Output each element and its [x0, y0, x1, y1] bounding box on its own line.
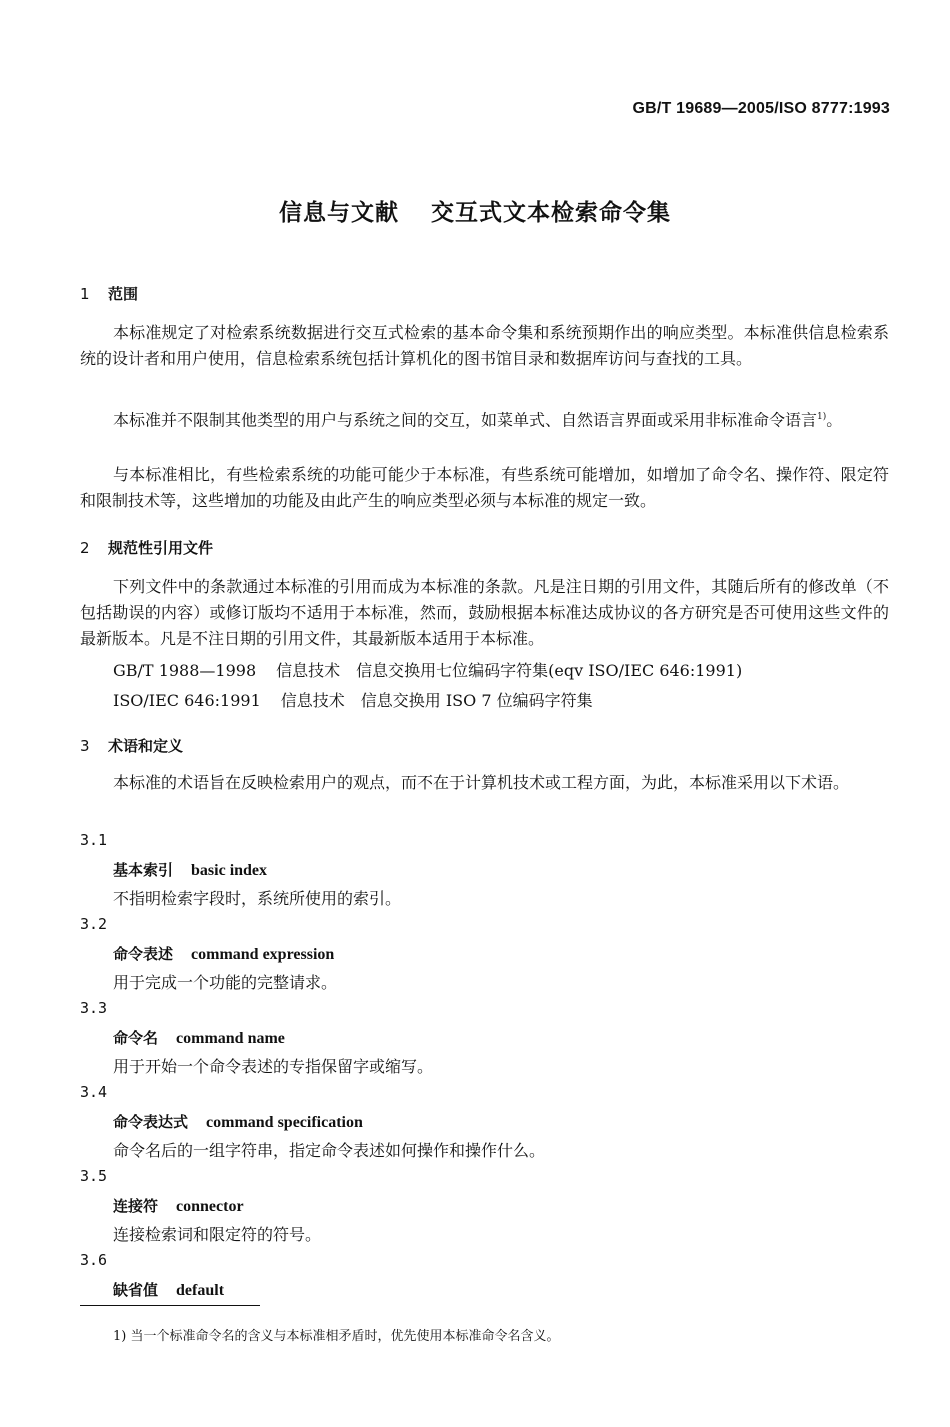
section-1-paragraph-1: 本标准规定了对检索系统数据进行交互式检索的基本命令集和系统预期作出的响应类型。本标准供信息检索系统的设计者和用户使用，信息检索系统包括计算机化的图书馆目录和数据库访问与查找的工具。: [80, 323, 889, 368]
title-part-1: 信息与文献: [279, 200, 399, 226]
term-definition: 用于完成一个功能的完整请求。: [113, 973, 338, 992]
term-name: [113, 859, 267, 880]
term-zh: 命令表达式: [113, 1113, 189, 1131]
reference-item: [113, 658, 742, 681]
section-title: 范围: [108, 285, 139, 303]
term-definition: 命令名后的一组字符串，指定命令表述如何操作和操作什么。: [113, 1141, 546, 1160]
section-2-heading: [80, 537, 213, 558]
term-zh: 命令名: [113, 1029, 159, 1047]
term-number: 3.6: [80, 1251, 108, 1269]
term-definition: 用于开始一个命令表述的专指保留字或缩写。: [113, 1057, 434, 1076]
term-number: 3.5: [80, 1167, 108, 1185]
reference-title: 信息技术 信息交换用 ISO 7 位编码字符集: [280, 691, 593, 710]
term-zh: 基本索引: [113, 861, 174, 879]
footnote-divider: [80, 1305, 260, 1306]
term-zh: 命令表述: [113, 945, 174, 963]
reference-code: ISO/IEC 646:1991: [113, 691, 261, 710]
footnote-mark: 1): [817, 412, 827, 422]
term-en: command specification: [206, 1114, 363, 1131]
title-part-2: 交互式文本检索命令集: [431, 200, 671, 226]
reference-title: 信息技术 信息交换用七位编码字符集(eqv ISO/IEC 646:1991): [276, 661, 743, 680]
term-number: 3.1: [80, 831, 108, 849]
term-number: 3.4: [80, 1083, 108, 1101]
term-zh: 缺省值: [113, 1281, 159, 1299]
term-en: connector: [176, 1198, 244, 1215]
section-number: 3: [80, 737, 90, 755]
section-number: 2: [80, 539, 90, 557]
standard-code: GB/T 19689—2005/ISO 8777:1993: [632, 100, 890, 117]
term-name: [113, 1027, 285, 1048]
paragraph-end: 。: [826, 410, 843, 430]
term-name: [113, 1279, 224, 1300]
section-title: 规范性引用文件: [108, 539, 214, 557]
term-number: 3.2: [80, 915, 108, 933]
term-definition: 连接检索词和限定符的符号。: [113, 1225, 322, 1244]
section-1-paragraph-3: 与本标准相比，有些检索系统的功能可能少于本标准，有些系统可能增加，如增加了命令名、操作符、限定符和限制技术等，这些增加的功能及由此产生的响应类型必须与本标准的规定一致。: [80, 465, 889, 510]
term-name: [113, 943, 334, 964]
section-3-heading: [80, 735, 183, 756]
reference-code: GB/T 1988—1998: [113, 661, 257, 680]
paragraph-text: 本标准并不限制其他类型的用户与系统之间的交互，如菜单式、自然语言界面或采用非标准命令语言: [113, 410, 818, 430]
section-2-paragraph: 下列文件中的条款通过本标准的引用而成为本标准的条款。凡是注日期的引用文件，其随后所有的修改单（不包括勘误的内容）或修订版均不适用于本标准，然而，鼓励根据本标准达成协议的各方研究是否可使用这些文件的最新版本。凡是不注日期的引用文件，其最新版本适用于本标准。: [80, 577, 889, 648]
term-number: 3.3: [80, 999, 108, 1017]
footnote: 1) 当一个标准命令名的含义与本标准相矛盾时，优先使用本标准命令名含义。: [113, 1329, 560, 1344]
term-name: [113, 1111, 363, 1132]
section-1-paragraph-2: [80, 404, 889, 433]
term-zh: 连接符: [113, 1197, 159, 1215]
term-name: [113, 1195, 244, 1216]
reference-item: [113, 688, 593, 711]
section-1-heading: [80, 283, 138, 304]
document-title: [0, 194, 950, 227]
section-number: 1: [80, 285, 90, 303]
term-en: command expression: [191, 946, 335, 963]
section-title: 术语和定义: [108, 737, 184, 755]
term-en: basic index: [191, 862, 268, 879]
term-definition: 不指明检索字段时，系统所使用的索引。: [113, 889, 402, 908]
term-en: command name: [176, 1030, 285, 1047]
term-en: default: [176, 1282, 225, 1299]
section-3-paragraph: 本标准的术语旨在反映检索用户的观点，而不在于计算机技术或工程方面，为此，本标准采用以下术语。: [113, 773, 850, 792]
